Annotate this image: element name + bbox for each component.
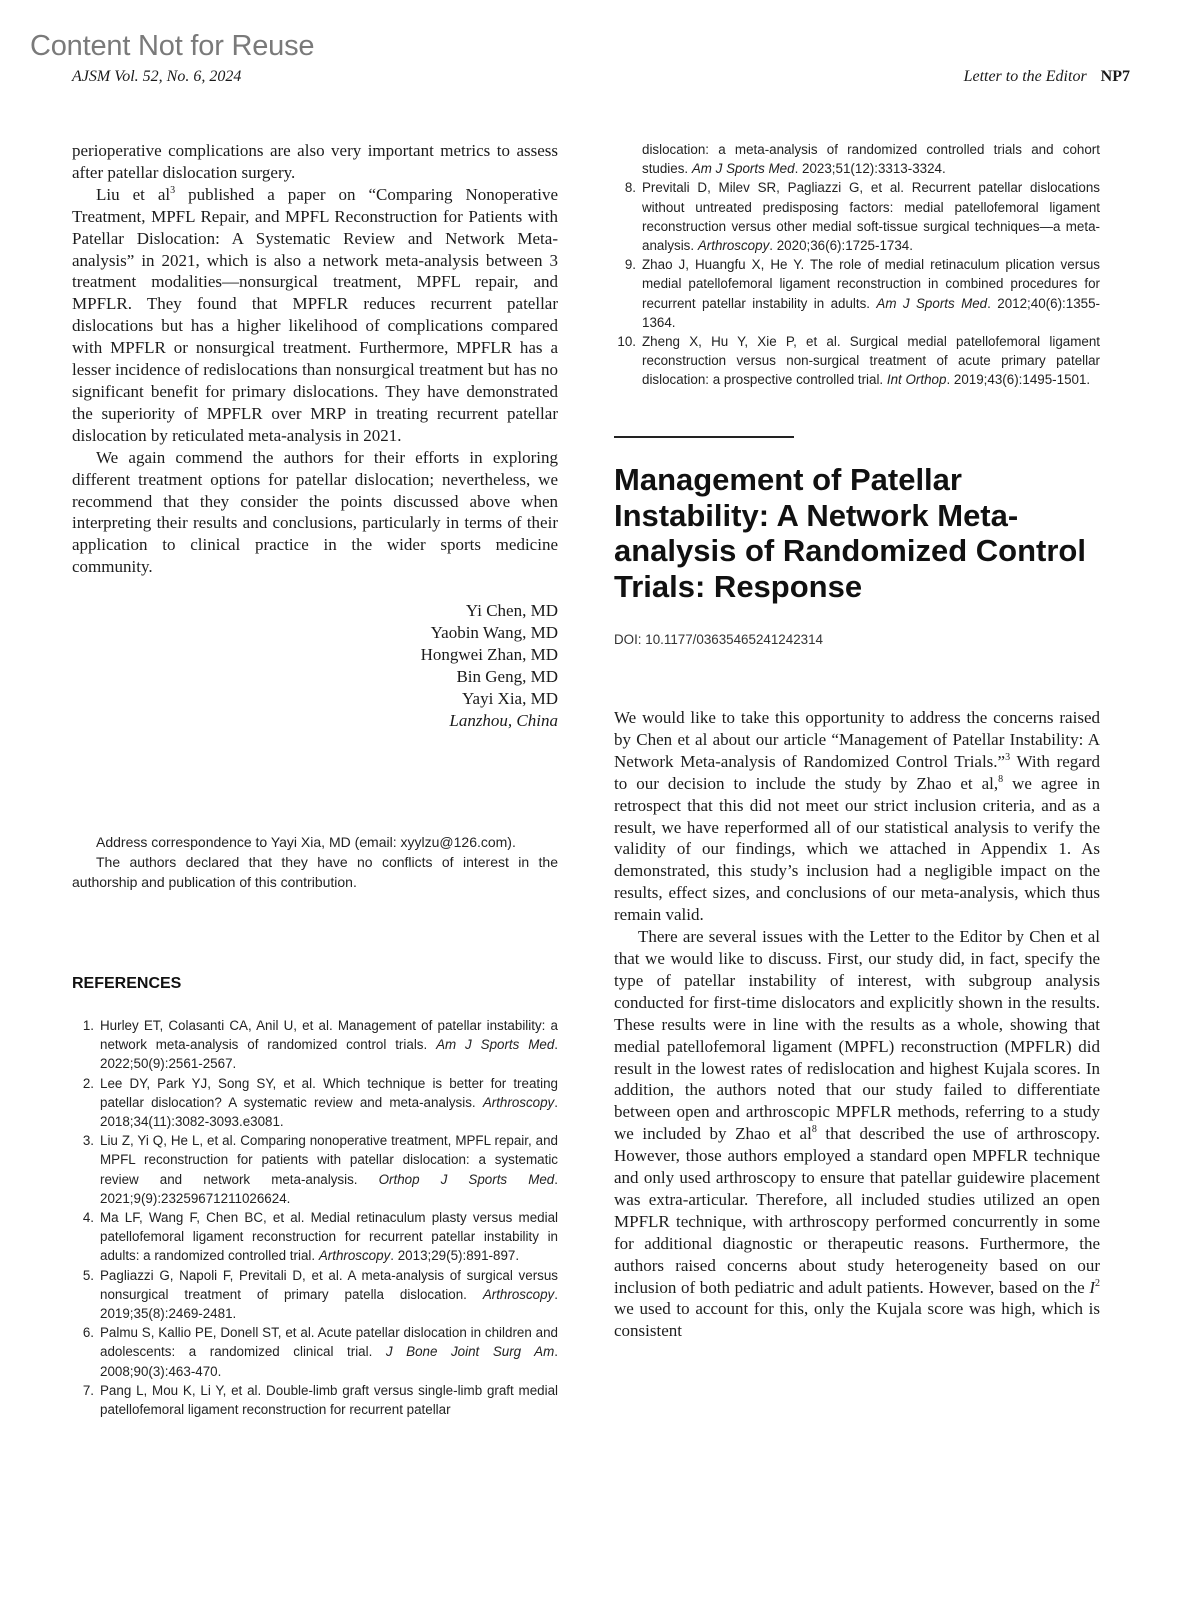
- reference-journal: Arthroscopy: [318, 1248, 391, 1264]
- reference-item: [72, 1074, 558, 1132]
- letter-paragraph: We again commend the authors for their efforts in exploring different treatment options for patellar dislocation; nevertheless, we recommend that they consider the points discussed above when interpreting their results and conclusions, particularly in terms of their application to clinical practice in the wider sports medicine community.: [72, 447, 558, 577]
- reference-item-continued: [614, 140, 1100, 178]
- author-name: Yi Chen, MD: [465, 601, 558, 621]
- watermark: Content Not for Reuse: [30, 30, 315, 62]
- i-squared-symbol: I: [1089, 1277, 1095, 1297]
- text-run: Liu et al: [96, 184, 171, 204]
- conflict-note: The authors declared that they have no conflicts of interest in the authorship and publication of this contribution.: [72, 854, 558, 890]
- reference-text: Palmu S, Kallio PE, Donell ST, et al. Acute patellar dislocation in children and adolescents: a randomized clinical trial.: [100, 1325, 558, 1360]
- reference-number: 8.: [624, 180, 636, 196]
- reference-number: 10.: [617, 334, 636, 350]
- citation-superscript: 8: [998, 773, 1004, 785]
- page-number: NP7: [1100, 68, 1130, 85]
- references-list-left: [72, 1016, 558, 1419]
- letter-paragraph: [72, 184, 558, 447]
- reference-journal: Am J Sports Med: [691, 161, 795, 177]
- reference-journal: Arthroscopy: [482, 1286, 555, 1302]
- reference-citation: . 2021;9(9):23259671211026624.: [100, 1171, 558, 1206]
- reference-number: 4.: [82, 1210, 94, 1226]
- text-run: We would like to take this opportunity to address the concerns raised by Chen et al about our article “Management of Patellar Instability: A Network Meta-analysis of Randomized Control Trials.”: [614, 708, 1100, 771]
- text-run: we agree in retrospect that this did not meet our strict inclusion criteria, and as a result, we have reperformed all of our statistical analysis to verify the validity of our findings, which we attached in Appendix 1. As demonstrated, this study’s inclusion had a negligible impact on the results, effect sizes, and conclusions of our meta-analysis, which thus remain valid.: [614, 773, 1101, 925]
- author-name: Hongwei Zhan, MD: [420, 644, 558, 664]
- reference-text: dislocation: a meta-analysis of randomized controlled trials and cohort studies.: [642, 142, 1100, 177]
- section-divider: [614, 436, 794, 438]
- reference-journal: J Bone Joint Surg Am: [385, 1344, 555, 1360]
- reference-text: Pang L, Mou K, Li Y, et al. Double-limb graft versus single-limb graft medial patellofemoral ligament reconstruction for recurrent patellar: [100, 1382, 558, 1418]
- citation-superscript: 8: [811, 1124, 817, 1136]
- reference-item: [72, 1323, 558, 1381]
- reference-item: [614, 255, 1100, 332]
- reference-text: Pagliazzi G, Napoli F, Previtali D, et al. A meta-analysis of surgical versus nonsurgical treatment of primary patella dislocation.: [100, 1267, 558, 1302]
- response-paragraph: [614, 707, 1100, 926]
- references-heading: REFERENCES: [72, 975, 182, 992]
- citation-superscript: 3: [170, 184, 176, 196]
- reference-journal: Am J Sports Med: [876, 295, 988, 311]
- reference-citation: . 2019;35(8):2469-2481.: [100, 1286, 558, 1322]
- reference-text: Ma LF, Wang F, Chen BC, et al. Medial retinaculum plasty versus medial patellofemoral ligament reconstruction for recurrent patellar instability in adults: a randomized controlled trial.: [100, 1210, 558, 1264]
- author-location: Lanzhou, China: [449, 710, 558, 730]
- reference-number: 5.: [82, 1267, 94, 1283]
- reference-text: Liu Z, Yi Q, He L, et al. Comparing nonoperative treatment, MPFL repair, and MPFL reconstruction for patients with patellar dislocation: a systematic review and network meta-analysis.: [100, 1133, 558, 1187]
- i-squared-exponent: 2: [1095, 1277, 1100, 1289]
- reference-citation: . 2020;36(6):1725-1734.: [769, 238, 913, 254]
- author-signatures: [72, 600, 558, 731]
- reference-number: 2.: [82, 1075, 94, 1091]
- reference-number: 6.: [82, 1325, 94, 1341]
- text-run: that described the use of arthroscopy. However, those authors employed a standard open MPFLR technique and only used arthroscopy to ensure that patellar guidewire placement was extra-articular. Therefore, all included studies utilized an open MPFLR technique, with arthroscopy performed concurrently in some for additional diagnostic or therapeutic reasons. Furthermore, the authors raised concerns about study heterogeneity based on our inclusion of both pediatric and adult patients. However, based on the: [614, 1124, 1101, 1297]
- reference-item: [72, 1381, 558, 1419]
- reference-item: [72, 1266, 558, 1324]
- reference-text: Hurley ET, Colasanti CA, Anil U, et al. Management of patellar instability: a network meta-analysis of randomized control trials.: [100, 1018, 558, 1053]
- reference-citation: . 2013;29(5):891-897.: [390, 1248, 520, 1264]
- letter-body: [72, 140, 558, 732]
- response-paragraph: [614, 926, 1100, 1342]
- doi: DOI: 10.1177/03635465241242314: [614, 632, 823, 647]
- reference-citation: . 2018;34(11):3082-3093.e3081.: [100, 1094, 558, 1130]
- reference-number: 1.: [82, 1018, 94, 1033]
- reference-journal: Orthop J Sports Med: [378, 1171, 555, 1187]
- reference-citation: . 2019;43(6):1495-1501.: [946, 372, 1091, 388]
- reference-journal: Arthroscopy: [482, 1094, 555, 1110]
- reference-citation: . 2008;90(3):463-470.: [100, 1344, 558, 1379]
- running-head-right: [964, 68, 1130, 86]
- reference-item: [614, 178, 1100, 255]
- reference-item: [72, 1131, 558, 1208]
- author-name: Yaobin Wang, MD: [430, 623, 558, 643]
- reference-journal: Int Orthop: [886, 372, 947, 388]
- reference-text: Previtali D, Milev SR, Pagliazzi G, et al. Recurrent patellar dislocations without untreated predisposing factors: medial patellofemoral ligament reconstruction versus other medial soft-tissue surgical techniques—a meta-analysis.: [642, 180, 1100, 254]
- text-run: published a paper on “Comparing Nonoperative Treatment, MPFL Repair, and MPFL Reconstruction for Patients with Patellar Dislocation: A Systematic Review and Network Meta-analysis” in 2021, which is also a network meta-analysis between 3 treatment modalities—nonsurgical treatment, MPFL repair, and MPFLR. They found that MPFLR reduces recurrent patellar dislocations but has a higher likelihood of complications compared with MPFLR or nonsurgical treatment. Furthermore, MPFLR has a lesser incidence of redislocations than nonsurgical treatment but has no significant benefit for primary dislocations. They have demonstrated the superiority of MPFLR over MRP in treating recurrent patellar dislocation by reticulated meta-analysis in 2021.: [72, 184, 558, 445]
- running-head-section: Letter to the Editor: [963, 68, 1087, 85]
- reference-text: Zhao J, Huangfu X, He Y. The role of medial retinaculum plication versus medial patellofemoral ligament reconstruction in combined procedures for recurrent patellar instability in adults.: [642, 257, 1100, 311]
- correspondence-note: Address correspondence to Yayi Xia, MD (email: xyylzu@126.com).: [96, 834, 516, 850]
- letter-paragraph: perioperative complications are also very important metrics to assess after patellar dislocation surgery.: [72, 141, 558, 182]
- reference-citation: . 2012;40(6):1355-1364.: [642, 295, 1100, 330]
- running-head-journal: AJSM Vol. 52, No. 6, 2024: [72, 68, 242, 85]
- text-run: There are several issues with the Letter to the Editor by Chen et al that we would like to discuss. First, our study did, in fact, specify the type of patellar instability of interest, with subgroup analysis conducted for first-time dislocators and explicitly shown in the results. These results were in line with the results as a whole, showing that medial patellofemoral ligament (MPFL) reconstruction (MPFLR) did result in the lowest rates of redislocation and highest Kujala scores. In addition, the authors noted that our study failed to differentiate between open and arthroscopic MPFLR methods, referring to a study we included by Zhao et al: [614, 927, 1100, 1144]
- reference-item: [614, 332, 1100, 390]
- reference-citation: . 2023;51(12):3313-3324.: [794, 161, 946, 177]
- reference-journal: Am J Sports Med: [436, 1037, 555, 1053]
- reference-item: [72, 1016, 558, 1074]
- reference-number: 3.: [82, 1133, 94, 1149]
- article-title: Management of Patellar Instability: A Network Meta-analysis of Randomized Control Trials: Response: [614, 462, 1086, 604]
- reference-item: [72, 1208, 558, 1266]
- text-run: we used to account for this, only the Kujala score was high, which is consistent: [614, 1299, 1100, 1341]
- references-list-right: [614, 140, 1100, 390]
- author-name: Yayi Xia, MD: [461, 688, 558, 708]
- text-run: With regard to our decision to include the study by Zhao et al,: [614, 751, 1100, 793]
- author-name: Bin Geng, MD: [456, 666, 558, 686]
- reference-journal: Arthroscopy: [697, 238, 770, 254]
- reference-text: Zheng X, Hu Y, Xie P, et al. Surgical medial patellofemoral ligament reconstruction versus non-surgical treatment of acute primary patellar dislocation: a prospective controlled trial.: [642, 334, 1100, 388]
- reference-text: Lee DY, Park YJ, Song SY, et al. Which technique is better for treating patellar dislocation? A systematic review and meta-analysis.: [100, 1075, 558, 1110]
- reference-number: 9.: [624, 257, 636, 273]
- response-body: [614, 707, 1100, 1342]
- citation-superscript: 3: [1005, 751, 1011, 763]
- reference-citation: . 2022;50(9):2561-2567.: [100, 1037, 558, 1072]
- letter-footnotes: [72, 832, 558, 892]
- reference-number: 7.: [82, 1382, 94, 1398]
